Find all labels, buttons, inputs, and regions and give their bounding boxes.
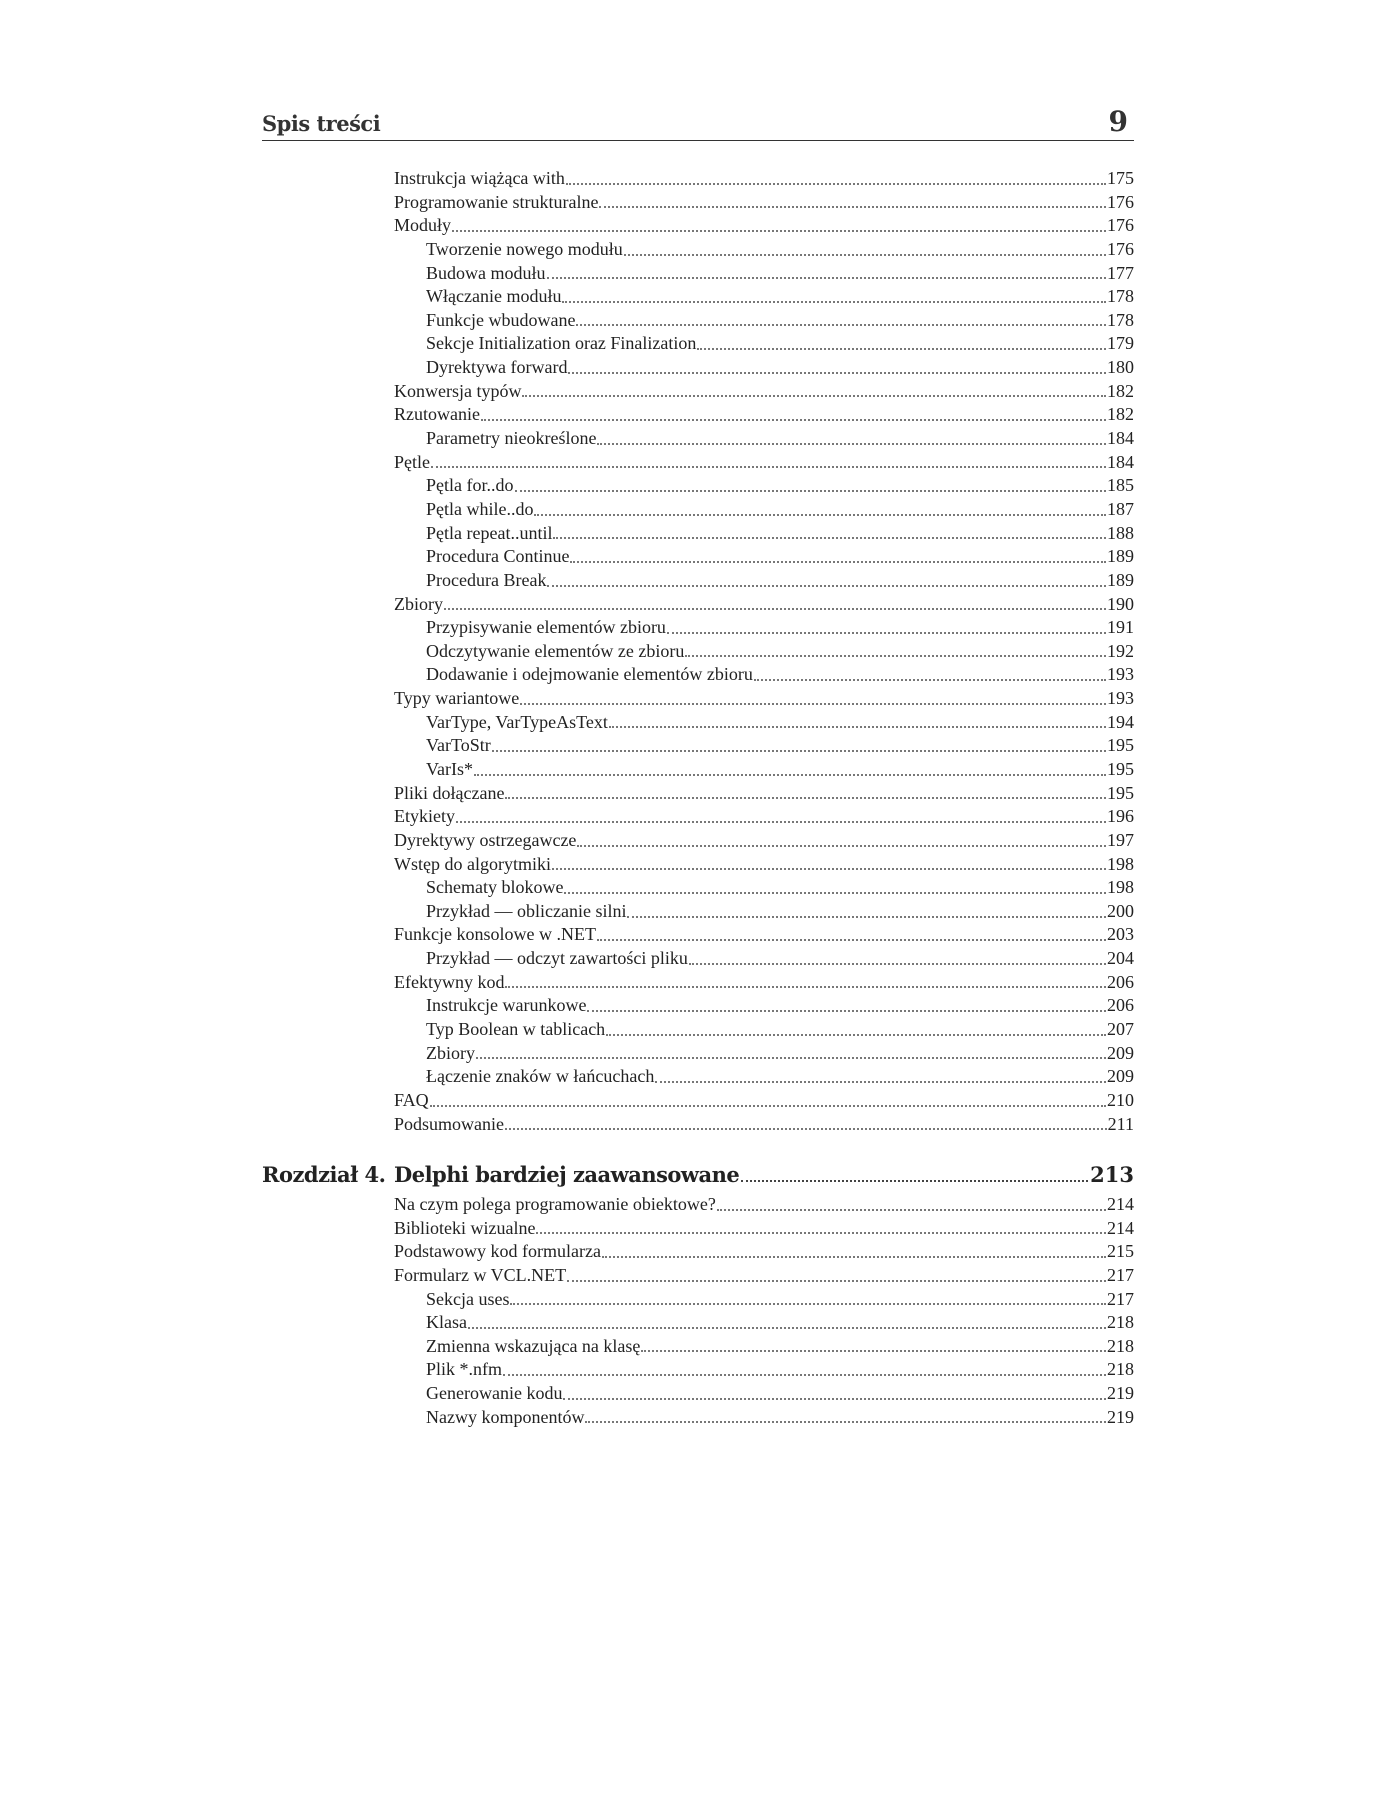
toc-entry[interactable] — [394, 876, 1134, 900]
toc-entry-page: 194 — [1107, 711, 1134, 732]
chapter-page: 213 — [1090, 1162, 1134, 1187]
toc-entry[interactable] — [394, 380, 1134, 404]
toc-entry-label: Budowa modułu — [426, 262, 546, 283]
leader-dots — [606, 1033, 1106, 1036]
toc-entry-label: Dyrektywy ostrzegawcze — [394, 829, 577, 850]
leader-dots — [503, 1373, 1106, 1376]
toc-entry-label: Pętla for..do — [426, 475, 514, 496]
toc-entry-page: 176 — [1107, 191, 1134, 212]
toc-entry[interactable] — [394, 1042, 1134, 1066]
toc-entry[interactable] — [394, 994, 1134, 1018]
leader-dots — [468, 1326, 1106, 1329]
toc-entry[interactable] — [394, 167, 1134, 191]
toc-entry-label: Procedura Continue — [426, 546, 570, 567]
toc-entry-page: 189 — [1107, 569, 1134, 590]
toc-entry[interactable] — [394, 191, 1134, 215]
toc-entry-label: VarIs* — [426, 759, 473, 779]
toc-entry-label: Podsumowanie — [394, 1113, 504, 1134]
toc-entry-page: 180 — [1107, 357, 1134, 378]
leader-dots — [553, 536, 1106, 539]
toc-entry-label: Procedura Break — [426, 569, 547, 590]
leader-dots — [570, 560, 1106, 563]
toc-entry-label: Funkcje wbudowane — [426, 309, 576, 330]
page-header — [262, 106, 1134, 141]
toc-entry-label: Efektywny kod — [394, 971, 505, 992]
chapter-title-line — [394, 1162, 1134, 1187]
leader-dots — [566, 182, 1106, 185]
toc-entry[interactable] — [394, 1193, 1134, 1217]
leader-dots — [492, 749, 1106, 752]
leader-dots — [717, 1208, 1106, 1211]
toc-entry[interactable] — [394, 829, 1134, 853]
toc-entry[interactable] — [394, 332, 1134, 356]
toc-entry[interactable] — [394, 522, 1134, 546]
toc-entry-label: Klasa — [426, 1312, 467, 1333]
leader-dots — [456, 820, 1106, 823]
toc-entry[interactable] — [394, 403, 1134, 427]
leader-dots — [609, 725, 1106, 728]
toc-entry-label: Funkcje konsolowe w .NET — [394, 924, 596, 945]
toc-entry-page: 177 — [1107, 262, 1134, 283]
leader-dots — [585, 1420, 1106, 1423]
toc-entry[interactable] — [394, 663, 1134, 687]
toc-entry[interactable] — [394, 758, 1134, 782]
toc-entry-page: 191 — [1107, 617, 1134, 638]
toc-entry-page: 195 — [1107, 735, 1134, 756]
toc-entry-page: 218 — [1107, 1312, 1134, 1333]
toc-entry-page: 214 — [1107, 1217, 1134, 1238]
toc-entry-label: Odczytywanie elementów ze zbioru — [426, 640, 685, 661]
leader-dots — [564, 891, 1106, 894]
toc-entry[interactable] — [394, 1240, 1134, 1264]
leader-dots — [641, 1349, 1106, 1352]
leader-dots — [547, 584, 1106, 587]
toc-entry-label: Przykład — odczyt zawartości pliku — [426, 948, 688, 969]
toc-entry[interactable] — [394, 1089, 1134, 1113]
toc-entry-page: 192 — [1107, 640, 1134, 661]
toc-entry[interactable] — [394, 971, 1134, 995]
leader-dots — [685, 654, 1106, 657]
toc-entry[interactable] — [394, 853, 1134, 877]
toc-entry[interactable] — [394, 1217, 1134, 1241]
toc-entry[interactable] — [394, 805, 1134, 829]
toc-entry[interactable] — [394, 900, 1134, 924]
toc-entry-label: VarType, VarTypeAsText — [426, 711, 608, 732]
toc-entry-label: VarToStr — [426, 735, 491, 756]
toc-entry[interactable] — [394, 285, 1134, 309]
toc-entry[interactable] — [394, 1288, 1134, 1312]
leader-dots — [552, 867, 1106, 870]
toc-entry-label: Wstęp do algorytmiki — [394, 853, 551, 874]
toc-entry[interactable] — [394, 451, 1134, 475]
toc-entry-page: 209 — [1107, 1066, 1134, 1087]
toc-entry[interactable] — [394, 1311, 1134, 1335]
toc-entry-label: Łączenie znaków w łańcuchach — [426, 1066, 655, 1087]
toc-entry-label: Plik *.nfm — [426, 1359, 503, 1380]
leader-dots — [522, 394, 1106, 397]
toc-entry-label: Przypisywanie elementów zbioru — [426, 617, 666, 638]
leader-dots — [431, 465, 1106, 468]
toc-entry-label: Instrukcja wiążąca with — [394, 167, 565, 188]
chapter-leader-dots — [741, 1179, 1088, 1182]
toc-entry[interactable] — [394, 474, 1134, 498]
toc-entry-page: 217 — [1107, 1288, 1134, 1309]
toc-entry-page: 175 — [1107, 167, 1134, 188]
leader-dots — [452, 229, 1106, 232]
toc-entry[interactable] — [394, 593, 1134, 617]
toc-entry-page: 196 — [1107, 806, 1134, 827]
leader-dots — [476, 1056, 1106, 1059]
leader-dots — [534, 513, 1106, 516]
toc-entry-page: 203 — [1107, 924, 1134, 945]
toc-entry-label: Podstawowy kod formularza — [394, 1241, 601, 1262]
leader-dots — [602, 1255, 1106, 1258]
toc-entry[interactable] — [394, 782, 1134, 806]
leader-dots — [567, 1279, 1106, 1282]
toc-entry-label: Instrukcje warunkowe — [426, 995, 587, 1016]
leader-dots — [667, 631, 1106, 634]
toc-entry[interactable] — [394, 356, 1134, 380]
toc-entry-page: 176 — [1107, 215, 1134, 236]
toc-entry-label: Etykiety — [394, 806, 455, 827]
toc-entry-label: Zmienna wskazująca na klasę — [426, 1335, 641, 1356]
leader-dots — [587, 1009, 1106, 1012]
toc-entry-label: Typ Boolean w tablicach — [426, 1019, 606, 1040]
leader-dots — [474, 773, 1106, 776]
toc-entry-label: Włączanie modułu — [426, 286, 562, 307]
toc-entry-page: 190 — [1107, 593, 1134, 614]
toc-entry-label: Dodawanie i odejmowanie elementów zbioru — [426, 664, 753, 685]
toc-entry[interactable] — [394, 1358, 1134, 1382]
toc-entry-label: Dyrektywa forward — [426, 357, 568, 378]
toc-entry[interactable] — [394, 1018, 1134, 1042]
chapter-title: Delphi bardziej zaawansowane — [394, 1162, 740, 1187]
leader-dots — [754, 678, 1106, 681]
toc-entry-label: Parametry nieokreślone — [426, 428, 597, 449]
toc-entry-label: Rzutowanie — [394, 404, 480, 425]
toc-entry[interactable] — [394, 1382, 1134, 1406]
leader-dots — [597, 938, 1106, 941]
toc-entry-label: Zbiory — [394, 593, 443, 614]
toc-list-part-1 — [394, 167, 1134, 1136]
toc-entry-page: 198 — [1107, 877, 1134, 898]
leader-dots — [520, 702, 1106, 705]
page-number: 9 — [1108, 105, 1128, 138]
leader-dots — [577, 844, 1106, 847]
running-title: Spis treści — [262, 111, 381, 136]
leader-dots — [597, 442, 1106, 445]
toc-entry[interactable] — [394, 711, 1134, 735]
toc-entry-label: Typy wariantowe — [394, 688, 520, 709]
leader-dots — [599, 205, 1106, 208]
toc-entry[interactable] — [394, 238, 1134, 262]
toc-entry-label: Biblioteki wizualne — [394, 1217, 536, 1238]
toc-entry-page: 195 — [1107, 782, 1134, 803]
leader-dots — [568, 371, 1106, 374]
toc-entry[interactable] — [394, 1113, 1134, 1137]
toc-entry[interactable] — [394, 427, 1134, 451]
leader-dots — [430, 1104, 1106, 1107]
toc-entry-page: 179 — [1107, 333, 1134, 354]
toc-entry-label: Pętla while..do — [426, 498, 534, 519]
leader-dots — [505, 1127, 1107, 1130]
toc-entry-label: Formularz w VCL.NET — [394, 1264, 567, 1285]
toc-entry-page: 219 — [1107, 1383, 1134, 1404]
toc-entry-page: 178 — [1107, 309, 1134, 330]
toc-entry-page: 206 — [1107, 995, 1134, 1016]
toc-entry-page: 200 — [1107, 900, 1134, 921]
toc-entry-page: 193 — [1107, 664, 1134, 685]
toc-entry-page: 189 — [1107, 546, 1134, 567]
toc-entry[interactable] — [394, 1264, 1134, 1288]
leader-dots — [562, 300, 1106, 303]
leader-dots — [689, 962, 1106, 965]
toc-entry-page: 185 — [1107, 475, 1134, 496]
toc-entry-page: 184 — [1107, 428, 1134, 449]
toc-entry-label: Konwersja typów — [394, 380, 522, 401]
toc-entry[interactable] — [394, 1335, 1134, 1359]
toc-entry-page: 187 — [1107, 498, 1134, 519]
toc-entry-page: 210 — [1107, 1089, 1134, 1110]
toc-entry-page: 188 — [1107, 522, 1134, 543]
toc-entry-page: 204 — [1107, 948, 1134, 969]
toc-entry[interactable] — [394, 1406, 1134, 1430]
toc-entry-label: Sekcja uses — [426, 1288, 510, 1309]
leader-dots — [627, 915, 1106, 918]
toc-entry-page: 209 — [1107, 1042, 1134, 1063]
toc-entry-page: 211 — [1107, 1113, 1134, 1134]
toc-entry[interactable] — [394, 616, 1134, 640]
toc-entry-label: FAQ — [394, 1089, 429, 1110]
toc-entry-label: Nazwy komponentów — [426, 1406, 585, 1427]
toc-entry-page: 207 — [1107, 1019, 1134, 1040]
toc-entry-label: Przykład — obliczanie silni — [426, 900, 627, 921]
toc-entry-page: 182 — [1107, 380, 1134, 401]
toc-entry-label: Pliki dołączane — [394, 782, 505, 803]
toc-entry-page: 218 — [1107, 1359, 1134, 1380]
leader-dots — [505, 985, 1106, 988]
toc-entry[interactable] — [394, 734, 1134, 758]
leader-dots — [547, 276, 1107, 279]
toc-entry-label: Pętla repeat..until — [426, 522, 553, 543]
leader-dots — [444, 607, 1106, 610]
leader-dots — [510, 1302, 1106, 1305]
leader-dots — [536, 1231, 1106, 1234]
toc-entry-label: Moduły — [394, 215, 452, 236]
toc-entry-page: 206 — [1107, 971, 1134, 992]
toc-entry-page: 217 — [1107, 1264, 1134, 1285]
toc-entry[interactable] — [394, 947, 1134, 971]
toc-entry[interactable] — [394, 309, 1134, 333]
toc-entry-page: 197 — [1107, 829, 1134, 850]
toc-entry-page: 218 — [1107, 1335, 1134, 1356]
toc-entry[interactable] — [394, 498, 1134, 522]
leader-dots — [505, 796, 1106, 799]
toc-entry-page: 184 — [1107, 451, 1134, 472]
toc-entry-label: Schematy blokowe — [426, 877, 564, 898]
toc-entry-label: Programowanie strukturalne — [394, 191, 599, 212]
toc-entry-page: 198 — [1107, 853, 1134, 874]
toc-entry-page: 182 — [1107, 404, 1134, 425]
toc-entry-label: Sekcje Initialization oraz Finalization — [426, 333, 697, 354]
leader-dots — [481, 418, 1106, 421]
leader-dots — [624, 253, 1106, 256]
toc-entry[interactable] — [394, 262, 1134, 286]
toc-entry-page: 195 — [1107, 759, 1134, 779]
toc-entry[interactable] — [394, 545, 1134, 569]
toc-entry[interactable] — [394, 214, 1134, 238]
leader-dots — [563, 1397, 1106, 1400]
toc-entry[interactable] — [394, 640, 1134, 664]
toc-entry-page: 215 — [1107, 1241, 1134, 1262]
toc-entry-label: Generowanie kodu — [426, 1383, 563, 1404]
toc-entry-page: 178 — [1107, 286, 1134, 307]
toc-entry[interactable] — [394, 1065, 1134, 1089]
leader-dots — [697, 347, 1106, 350]
toc-entry-label: Pętle — [394, 451, 430, 472]
leader-dots — [576, 323, 1106, 326]
chapter-number: Rozdział 4. — [262, 1162, 386, 1187]
leader-dots — [515, 489, 1107, 492]
toc-entry-label: Tworzenie nowego modułu — [426, 238, 623, 259]
toc-entry-page: 214 — [1107, 1193, 1134, 1214]
leader-dots — [655, 1080, 1106, 1083]
toc-entry-label: Zbiory — [426, 1042, 475, 1063]
chapter-heading — [262, 1160, 1134, 1190]
toc-entry-page: 176 — [1107, 238, 1134, 259]
toc-entry[interactable] — [394, 924, 1134, 948]
toc-entry[interactable] — [394, 569, 1134, 593]
toc-entry-page: 193 — [1107, 688, 1134, 709]
toc-entry-label: Na czym polega programowanie obiektowe? — [394, 1193, 716, 1214]
toc-entry-page: 219 — [1107, 1406, 1134, 1427]
toc-list-part-2 — [394, 1193, 1134, 1429]
toc-entry[interactable] — [394, 687, 1134, 711]
